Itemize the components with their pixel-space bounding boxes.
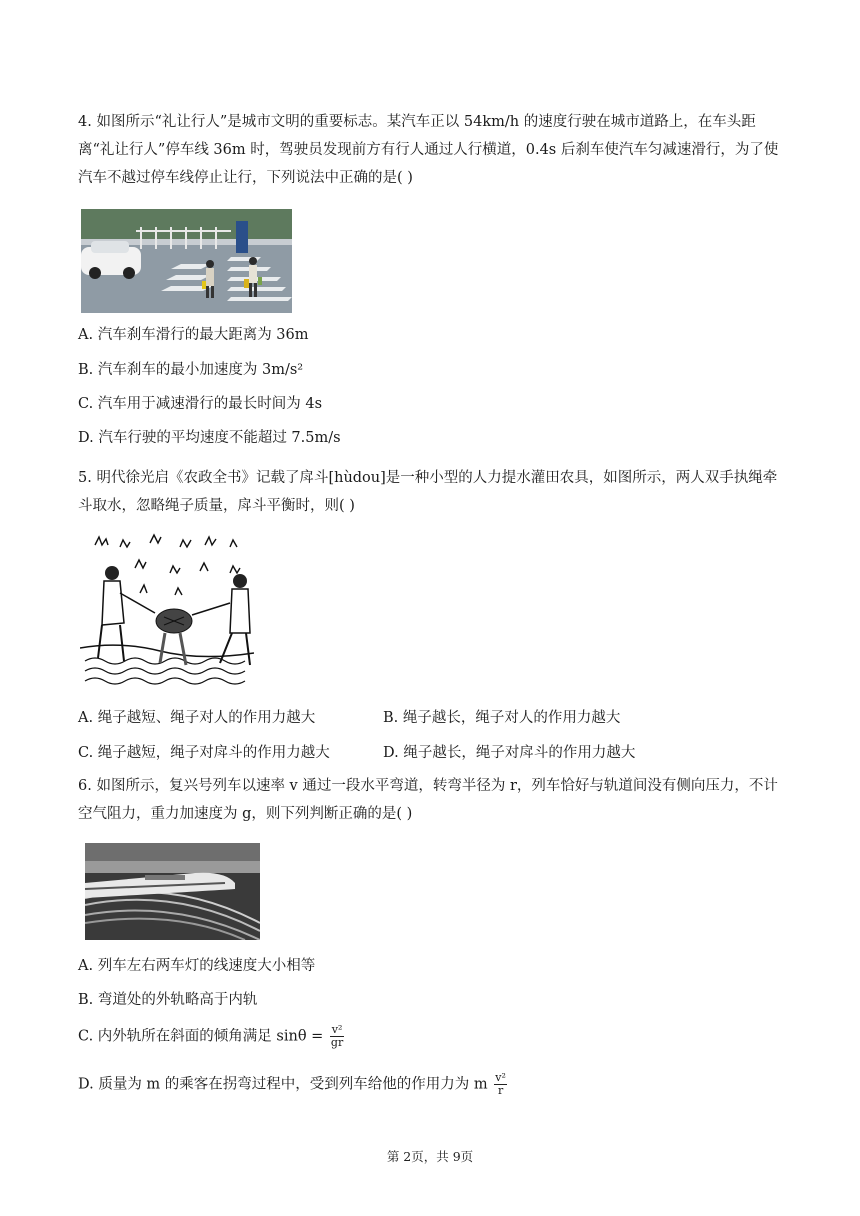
fraction-numerator: v²	[331, 1023, 343, 1036]
q4-option-d: D. 汽车行驶的平均速度不能超过 7.5m/s	[78, 430, 341, 446]
q6-option-d-row	[78, 1072, 509, 1097]
q5-option-b: B. 绳子越长，绳子对人的作用力越大	[383, 710, 621, 726]
q6-option-d: D. 质量为 m 的乘客在拐弯过程中，受到列车给他的作用力为 m	[78, 1076, 488, 1093]
question-4-stem: 4. 如图所示“礼让行人”是城市文明的重要标志。某汽车正以 54km/h 的速度行驶在城市道路上，在车头距离“礼让行人”停车线 36m 时，驾驶员发现前方有行人通过人行横道，0.4s 后刹车使汽车匀减速滑行，为了使汽车不越过停车线停止让行，下列说法中正确的是( )	[78, 114, 779, 186]
fraction-numerator: v²	[495, 1071, 506, 1084]
q4-option-c: C. 汽车用于减速滑行的最长时间为 4s	[78, 396, 323, 412]
q6-option-c-row	[78, 1024, 346, 1049]
question-6-stem: 6. 如图所示，复兴号列车以速率 v 通过一段水平弯道，转弯半径为 r，列车恰好与轨道间没有侧向压力，不计空气阻力，重力加速度为 g，则下列判断正确的是( )	[78, 778, 778, 822]
page-footer: 第 2页，共 9页	[386, 1149, 474, 1164]
q6-option-b: B. 弯道处的外轨略高于内轨	[78, 992, 258, 1008]
high-speed-train-photo	[85, 843, 260, 940]
question-5-stem: 5. 明代徐光启《农政全书》记载了戽斗[hùdou]是一种小型的人力提水灌田农具，如图所示，两人双手执绳牵斗取水，忽略绳子质量，戽斗平衡时，则( )	[78, 470, 778, 514]
fraction-v2-over-r	[494, 1072, 507, 1097]
fraction-denominator: gr	[330, 1036, 344, 1049]
q4-option-b: B. 汽车刹车的最小加速度为 3m/s²	[78, 362, 304, 378]
fraction-v2-over-gr	[330, 1024, 344, 1049]
fraction-denominator: r	[497, 1084, 504, 1097]
farmers-woodcut-illustration	[80, 533, 254, 688]
q4-option-a: A. 汽车刹车滑行的最大距离为 36m	[78, 327, 309, 343]
q5-option-d: D. 绳子越长，绳子对戽斗的作用力越大	[383, 745, 636, 761]
q5-option-c: C. 绳子越短，绳子对戽斗的作用力越大	[78, 745, 330, 761]
q6-option-c: C. 内外轨所在斜面的倾角满足 sinθ =	[78, 1028, 324, 1045]
crosswalk-photo	[81, 209, 292, 313]
q5-option-a: A. 绳子越短、绳子对人的作用力越大	[78, 710, 316, 726]
q6-option-a: A. 列车左右两车灯的线速度大小相等	[78, 958, 316, 974]
